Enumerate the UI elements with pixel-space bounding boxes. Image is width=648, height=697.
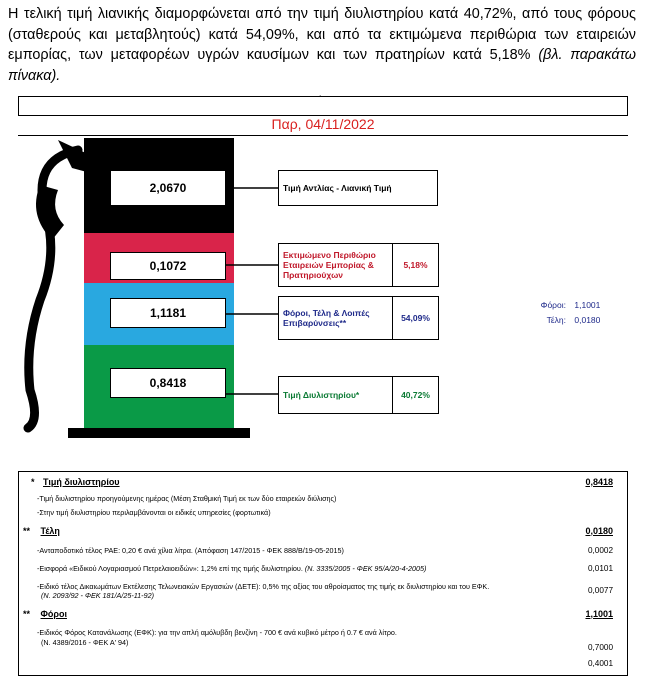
fee-item-1: -Ανταποδοτικό τέλος ΡΑΕ: 0,20 € ανά χίλια λίτρα. (Απόφαση 147/2015 - ΦΕΚ 888/Β/19-05-2015) bbox=[37, 546, 344, 555]
table-row bbox=[19, 578, 628, 604]
pump-margin-value: 0,1072 bbox=[110, 252, 226, 280]
fee-item-2-ref: (Ν. 3335/2005 - ΦΕΚ 95/Α/20-4-2005) bbox=[304, 564, 427, 573]
taxes-marker: ** bbox=[23, 608, 31, 619]
side-fee-label: Τέλη: bbox=[546, 315, 566, 325]
fee-item-3-value: 0,0077 bbox=[587, 586, 613, 595]
fee-item-1-value: 0,0002 bbox=[587, 546, 613, 555]
refinery-percent: 40,72% bbox=[393, 376, 439, 414]
refinery-note-1: -Τιμή διυλιστηρίου προηγούμενης ημέρας (Μέση Σταθμική Τιμή εκ των δύο εταιρειών διύλισης) bbox=[37, 494, 337, 503]
pump-taxes-value: 1,1181 bbox=[110, 298, 226, 328]
pump-total-value: 2,0670 bbox=[110, 170, 226, 206]
tax-item-1-value: 0,7000 bbox=[587, 642, 613, 652]
fees-header-row bbox=[19, 520, 628, 542]
margin-percent: 5,18% bbox=[393, 243, 439, 287]
intro-text: Η τελική τιμή λιανικής διαμορφώνεται από την τιμή διυλιστηρίου κατά 40,72%, από τους φόρους (σταθερούς και μεταβλητούς) κατά 54,09%, και από τα εκτιμώμενα περιθώρια των εταιρειών εμπορίας, των μεταφορέων υγρών καυσίμων και των πρατηρίων κατά 5,18% bbox=[8, 6, 636, 63]
fee-item-2-value: 0,0101 bbox=[587, 564, 613, 573]
refinery-total: 0,8418 bbox=[585, 476, 613, 487]
margin-label: Εκτιμώμενο Περιθώριο Εταιρειών Εμπορίας & Πρατηριούχων bbox=[278, 243, 393, 287]
refinery-label: Τιμή Διυλιστηρίου* bbox=[278, 376, 393, 414]
side-tax-row bbox=[528, 300, 608, 310]
refinery-note-2: -Στην τιμή διυλιστηρίου περιλαμβάνονται οι ειδικές υπηρεσίες (φορτωτικά) bbox=[37, 508, 271, 517]
tax-item-2-value: 0,4001 bbox=[587, 658, 613, 668]
side-tax-value: 1,1001 bbox=[574, 300, 601, 310]
taxes-total: 1,1001 bbox=[585, 608, 613, 619]
refinery-marker: * bbox=[31, 476, 35, 487]
table-row bbox=[19, 492, 628, 506]
fee-item-3-ref: (Ν. 2093/92 - ΦΕΚ 181/Α/25-11-92) bbox=[41, 590, 154, 600]
header-box-mark: ` bbox=[319, 95, 323, 106]
refinery-header-row bbox=[19, 472, 628, 492]
fee-item-2: -Εισφορά «Ειδικού Λογαριασμού Πετρελαιοειδών»: 1,2% επί της τιμής διυλιστηρίου. bbox=[37, 564, 303, 573]
price-breakdown-table bbox=[18, 471, 628, 676]
table-row bbox=[19, 506, 628, 520]
taxes-title: Φόροι bbox=[40, 608, 67, 619]
fee-item-3: -Ειδικό τέλος Δικαιωμάτων Εκτέλεσης Τελωνειακών Εργασιών (ΔΕΤΕ): 0,5% της αξίας του αθροίσματος της τιμής εκ διυλιστηρίου και του ΕΦΚ. bbox=[37, 581, 490, 591]
taxes-label: Φόροι, Τέλη & Λοιπές Επιβαρύνσεις** bbox=[278, 296, 393, 340]
pump-nozzle-head bbox=[36, 185, 64, 240]
side-tax-label: Φόροι: bbox=[540, 300, 566, 310]
taxes-header-row bbox=[19, 604, 628, 624]
fees-total: 0,0180 bbox=[585, 525, 613, 536]
fees-marker: ** bbox=[23, 525, 31, 536]
date-label: Παρ, 04/11/2022 bbox=[18, 115, 628, 136]
table-row bbox=[19, 652, 628, 676]
taxes-percent: 54,09% bbox=[393, 296, 439, 340]
pump-total-label: Τιμή Αντλίας - Λιανική Τιμή bbox=[278, 170, 438, 206]
pump-refinery-value: 0,8418 bbox=[110, 368, 226, 398]
fees-title: Τέλη bbox=[40, 525, 60, 536]
pump-base bbox=[68, 428, 250, 438]
tax-item-1-ref: (Ν. 4389/2016 - ΦΕΚ Α' 94) bbox=[41, 637, 129, 647]
table-row bbox=[19, 624, 628, 652]
side-fee-value: 0,0180 bbox=[574, 315, 601, 325]
tax-item-1: -Ειδικός Φόρος Κατανάλωσης (ΕΦΚ): για την απλή αμόλυβδη βενζίνη - 700 € ανά κυβικό μέτρο ή 0.7 € ανά λίτρο. bbox=[37, 627, 397, 637]
table-row bbox=[19, 542, 628, 560]
side-fee-row bbox=[528, 315, 608, 325]
table-row bbox=[19, 560, 628, 578]
tax-item-2 bbox=[19, 652, 554, 676]
intro-note: (βλ. παρακάτω πίνακα). bbox=[8, 47, 636, 84]
refinery-title: Τιμή διυλιστηρίου bbox=[43, 476, 120, 487]
